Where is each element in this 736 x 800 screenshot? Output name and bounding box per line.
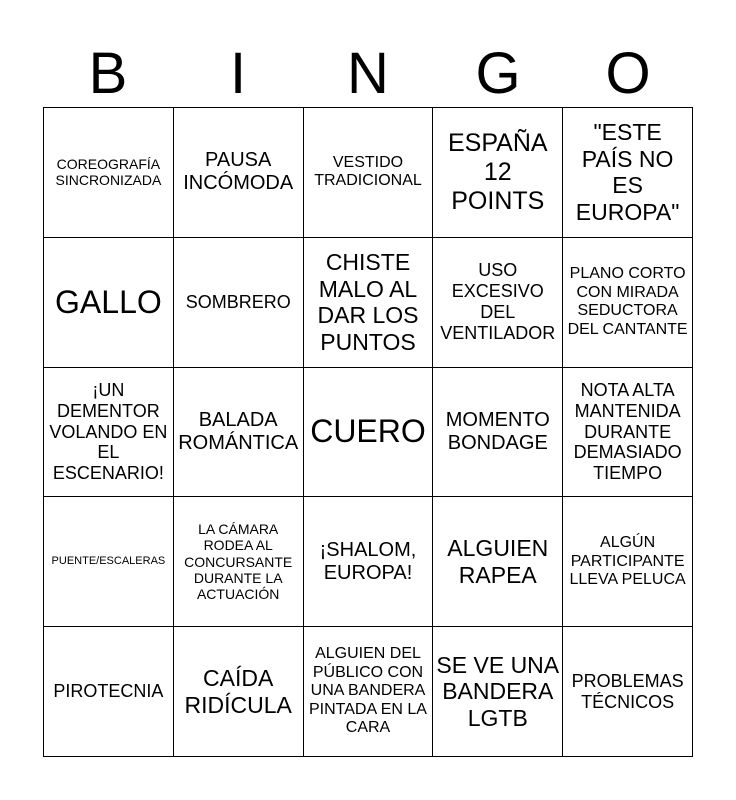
bingo-cell[interactable]: ALGUIEN RAPEA	[433, 497, 563, 627]
bingo-cell[interactable]: "ESTE PAÍS NO ES EUROPA"	[563, 108, 693, 238]
bingo-cell[interactable]: COREOGRAFÍA SINCRONIZADA	[44, 108, 174, 238]
bingo-cell[interactable]: MOMENTO BONDAGE	[433, 368, 563, 498]
bingo-cell[interactable]: ¡SHALOM, EUROPA!	[304, 497, 434, 627]
bingo-cell[interactable]: CUERO	[304, 368, 434, 498]
header-letter-i: I	[229, 41, 247, 106]
bingo-cell[interactable]: ALGÚN PARTICIPANTE LLEVA PELUCA	[563, 497, 693, 627]
bingo-cell[interactable]: ¡UN DEMENTOR VOLANDO EN EL ESCENARIO!	[44, 368, 174, 498]
bingo-header	[43, 40, 693, 108]
bingo-cell[interactable]: USO EXCESIVO DEL VENTILADOR	[433, 238, 563, 368]
bingo-cell[interactable]: PLANO CORTO CON MIRADA SEDUCTORA DEL CANTANTE	[563, 238, 693, 368]
bingo-cell[interactable]: GALLO	[44, 238, 174, 368]
bingo-cell[interactable]: SOMBRERO	[174, 238, 304, 368]
bingo-cell[interactable]: ESPAÑA 12 POINTS	[433, 108, 563, 238]
bingo-cell[interactable]: BALADA ROMÁNTICA	[174, 368, 304, 498]
header-letter-n: N	[347, 41, 389, 106]
header-letter-g: G	[475, 41, 521, 106]
bingo-cell[interactable]: CHISTE MALO AL DAR LOS PUNTOS	[304, 238, 434, 368]
bingo-cell[interactable]: PIROTECNIA	[44, 627, 174, 757]
bingo-cell[interactable]: VESTIDO TRADICIONAL	[304, 108, 434, 238]
header-letter-o: O	[605, 41, 651, 106]
bingo-board	[43, 107, 693, 757]
bingo-cell[interactable]: NOTA ALTA MANTENIDA DURANTE DEMASIADO TIEMPO	[563, 368, 693, 498]
bingo-cell[interactable]: LA CÁMARA RODEA AL CONCURSANTE DURANTE LA ACTUACIÓN	[174, 497, 304, 627]
bingo-cell[interactable]: PROBLEMAS TÉCNICOS	[563, 627, 693, 757]
header-letter-b: B	[88, 41, 128, 106]
bingo-cell[interactable]: SE VE UNA BANDERA LGTB	[433, 627, 563, 757]
bingo-cell[interactable]: PAUSA INCÓMODA	[174, 108, 304, 238]
bingo-cell[interactable]: CAÍDA RIDÍCULA	[174, 627, 304, 757]
bingo-cell[interactable]: PUENTE/ESCALERAS	[44, 497, 174, 627]
bingo-cell[interactable]: ALGUIEN DEL PÚBLICO CON UNA BANDERA PINTADA EN LA CARA	[304, 627, 434, 757]
